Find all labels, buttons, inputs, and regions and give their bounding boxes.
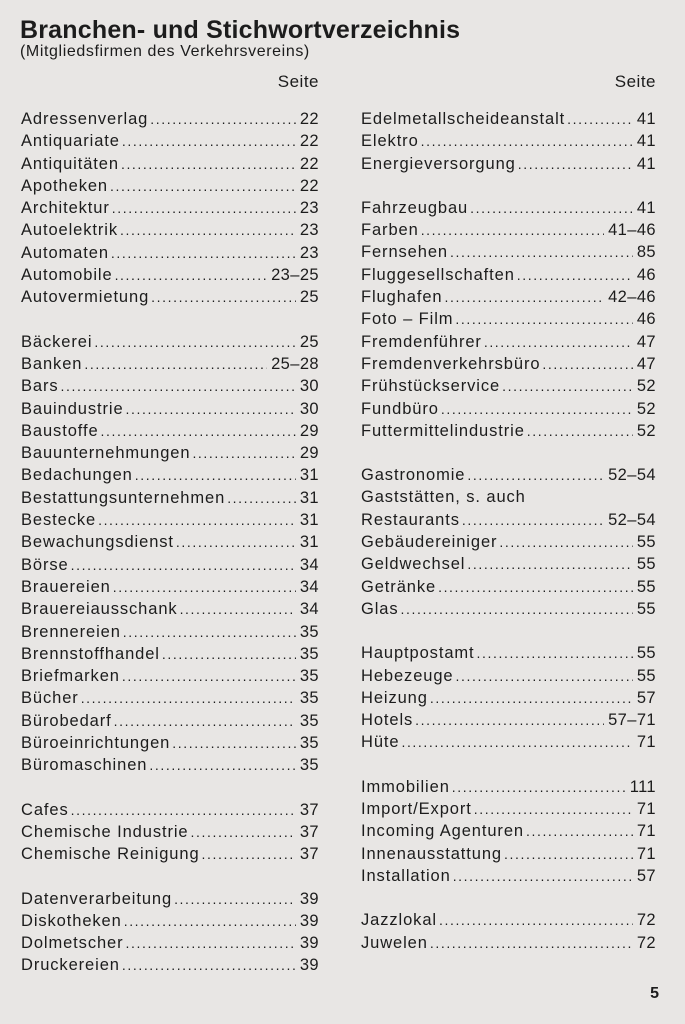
index-group bbox=[361, 909, 656, 954]
entry-name: Automaten bbox=[21, 243, 109, 262]
entry-page: 52 bbox=[636, 421, 656, 440]
dot-leader bbox=[401, 598, 633, 620]
entry-name: Futtermittelindustrie bbox=[361, 421, 525, 440]
entry-page: 31 bbox=[299, 488, 319, 507]
page-number: 5 bbox=[650, 985, 659, 1002]
index-entry bbox=[361, 798, 656, 820]
entry-page: 72 bbox=[636, 911, 656, 930]
entry-page: 22 bbox=[299, 110, 319, 128]
dot-leader bbox=[114, 710, 296, 732]
index-entry bbox=[21, 799, 319, 821]
entry-page: 35 bbox=[299, 689, 319, 708]
entry-name: Import/Export bbox=[361, 800, 472, 819]
entry-name: Farben bbox=[361, 221, 419, 240]
entry-name: Bewachungsdienst bbox=[21, 533, 174, 552]
entry-page: 37 bbox=[299, 822, 319, 841]
dot-leader bbox=[126, 932, 296, 954]
entry-name: Fernsehen bbox=[361, 243, 448, 262]
entry-page: 71 bbox=[636, 844, 656, 863]
index-entry bbox=[361, 398, 656, 420]
entry-page: 55 bbox=[636, 577, 656, 596]
entry-page: 31 bbox=[299, 511, 319, 530]
dot-leader bbox=[502, 375, 633, 397]
dot-leader bbox=[445, 286, 605, 308]
dot-leader bbox=[94, 331, 295, 353]
entry-page: 35 bbox=[299, 734, 319, 753]
dot-leader bbox=[467, 464, 604, 486]
entry-page: 41 bbox=[636, 110, 656, 128]
index-entry bbox=[21, 464, 319, 486]
entry-name: Glas bbox=[361, 599, 399, 618]
entry-name: Fremdenverkehrsbüro bbox=[361, 354, 541, 373]
dot-leader bbox=[176, 531, 296, 553]
index-entry bbox=[21, 687, 319, 709]
entry-page: 35 bbox=[299, 644, 319, 663]
entry-page: 111 bbox=[629, 777, 656, 796]
entry-page: 22 bbox=[299, 132, 319, 151]
index-entry bbox=[21, 264, 319, 286]
entry-name: Bedachungen bbox=[21, 466, 133, 485]
entry-name: Hotels bbox=[361, 711, 414, 730]
entry-name: Baustoffe bbox=[21, 421, 99, 440]
entry-page: 52–54 bbox=[608, 510, 656, 529]
entry-page: 47 bbox=[636, 354, 656, 373]
entry-page: 23 bbox=[299, 199, 319, 218]
dot-leader bbox=[526, 820, 633, 842]
dot-leader bbox=[126, 398, 296, 420]
index-groups-left bbox=[21, 108, 319, 977]
index-entry bbox=[361, 264, 656, 286]
index-entry bbox=[361, 130, 656, 152]
dot-leader bbox=[162, 643, 296, 665]
dot-leader bbox=[120, 219, 296, 241]
entry-name: Bäckerei bbox=[21, 332, 93, 351]
index-entry bbox=[361, 598, 656, 620]
dot-leader bbox=[415, 709, 604, 731]
seite-header-right: Seite bbox=[614, 72, 656, 91]
entry-name: Adressenverlag bbox=[21, 110, 149, 128]
dot-leader bbox=[124, 910, 296, 932]
entry-name: Datenverarbeitung bbox=[21, 889, 173, 908]
entry-name: Energieversorgung bbox=[361, 154, 516, 173]
entry-page: 42–46 bbox=[608, 288, 656, 307]
dot-leader bbox=[111, 242, 296, 264]
index-entry bbox=[21, 621, 319, 643]
entry-page: 55 bbox=[636, 644, 656, 663]
entry-name: Immobilien bbox=[361, 777, 450, 796]
entry-page: 37 bbox=[299, 845, 319, 864]
index-entry bbox=[361, 486, 656, 508]
index-group bbox=[21, 799, 319, 866]
entry-name: Innenausstattung bbox=[361, 844, 503, 863]
index-entry bbox=[21, 843, 319, 865]
dot-leader bbox=[191, 821, 296, 843]
index-entry bbox=[21, 643, 319, 665]
dot-leader bbox=[84, 353, 267, 375]
index-entry bbox=[361, 687, 656, 709]
entry-name: Fahrzeugbau bbox=[361, 198, 469, 217]
index-entry bbox=[21, 821, 319, 843]
index-group bbox=[361, 776, 656, 887]
entry-page: 22 bbox=[299, 154, 319, 173]
index-entry bbox=[361, 642, 656, 664]
entry-name: Antiquariate bbox=[21, 132, 120, 151]
entry-page: 30 bbox=[299, 377, 319, 396]
entry-page: 29 bbox=[299, 444, 319, 463]
dot-leader bbox=[441, 398, 633, 420]
seite-header-left: Seite bbox=[277, 72, 319, 91]
entry-name: Autoelektrik bbox=[21, 221, 119, 240]
entry-page: 85 bbox=[636, 243, 656, 262]
index-entry bbox=[361, 731, 656, 753]
entry-name: Druckereien bbox=[21, 956, 120, 975]
index-entry bbox=[361, 776, 656, 798]
entry-name: Briefmarken bbox=[21, 667, 120, 686]
entry-name: Bücher bbox=[21, 689, 79, 708]
index-entry bbox=[21, 286, 319, 308]
dot-leader bbox=[504, 843, 633, 865]
entry-page: 25 bbox=[299, 332, 319, 351]
page-subtitle: (Mitgliedsfirmen des Verkehrsvereins) bbox=[20, 43, 310, 60]
entry-name: Automobile bbox=[21, 266, 113, 285]
entry-page: 23 bbox=[299, 243, 319, 262]
index-entry bbox=[361, 375, 656, 397]
index-entry bbox=[21, 219, 319, 241]
entry-name: Bestattungsunternehmen bbox=[21, 488, 226, 507]
index-entry bbox=[21, 331, 319, 353]
entry-page: 55 bbox=[636, 599, 656, 618]
entry-name: Bürobedarf bbox=[21, 711, 112, 730]
entry-name: Geldwechsel bbox=[361, 555, 466, 574]
index-entry bbox=[361, 932, 656, 954]
dot-leader bbox=[110, 175, 296, 197]
index-entry bbox=[361, 464, 656, 486]
entry-page: 25 bbox=[299, 288, 319, 307]
entry-page: 41 bbox=[636, 198, 656, 217]
dot-leader bbox=[121, 153, 296, 175]
dot-leader bbox=[227, 487, 296, 509]
entry-page: 35 bbox=[299, 756, 319, 775]
entry-name: Dolmetscher bbox=[21, 934, 124, 953]
dot-leader bbox=[112, 197, 296, 219]
entry-name: Antiquitäten bbox=[21, 154, 119, 173]
entry-name: Cafes bbox=[21, 800, 69, 819]
index-entry bbox=[21, 910, 319, 932]
dot-leader bbox=[467, 553, 632, 575]
dot-leader bbox=[123, 621, 296, 643]
index-entry bbox=[361, 420, 656, 442]
index-entry bbox=[21, 420, 319, 442]
entry-page: 71 bbox=[636, 733, 656, 752]
entry-page: 35 bbox=[299, 667, 319, 686]
entry-page: 47 bbox=[636, 332, 656, 351]
entry-name: Fremdenführer bbox=[361, 332, 482, 351]
entry-name: Hüte bbox=[361, 733, 400, 752]
entry-name: Börse bbox=[21, 555, 69, 574]
entry-name: Banken bbox=[21, 354, 83, 373]
index-entry bbox=[21, 732, 319, 754]
entry-name: Brauereiausschank bbox=[21, 600, 178, 619]
dot-leader bbox=[122, 954, 296, 976]
entry-page: 41–46 bbox=[608, 221, 656, 240]
entry-name: Incoming Agenturen bbox=[361, 822, 524, 841]
entry-name: Foto – Film bbox=[361, 310, 454, 329]
entry-page: 31 bbox=[299, 466, 319, 485]
dot-leader bbox=[450, 241, 633, 263]
entry-name: Fundbüro bbox=[361, 399, 439, 418]
dot-leader bbox=[430, 687, 633, 709]
entry-page: 71 bbox=[636, 800, 656, 819]
entry-name: Brauereien bbox=[21, 577, 111, 596]
index-entry bbox=[361, 108, 656, 130]
entry-page: 39 bbox=[299, 911, 319, 930]
index-entry bbox=[361, 709, 656, 731]
dot-leader bbox=[202, 843, 296, 865]
entry-name: Büroeinrichtungen bbox=[21, 734, 171, 753]
entry-name: Autovermietung bbox=[21, 288, 150, 307]
dot-leader bbox=[192, 442, 295, 464]
index-entry bbox=[21, 576, 319, 598]
index-entry bbox=[361, 531, 656, 553]
dot-leader bbox=[439, 909, 633, 931]
index-entry bbox=[361, 820, 656, 842]
index-entry bbox=[21, 954, 319, 976]
entry-page: 34 bbox=[299, 600, 319, 619]
index-group bbox=[21, 108, 319, 309]
entry-name: Apotheken bbox=[21, 176, 108, 195]
entry-name: Heizung bbox=[361, 688, 428, 707]
entry-name: Elektro bbox=[361, 132, 419, 151]
entry-name: Hebezeuge bbox=[361, 666, 454, 685]
entry-name: Juwelen bbox=[361, 933, 428, 952]
entry-page: 34 bbox=[299, 577, 319, 596]
index-groups-right bbox=[361, 108, 656, 954]
entry-page: 30 bbox=[299, 399, 319, 418]
entry-page: 39 bbox=[299, 889, 319, 908]
entry-name: Architektur bbox=[21, 199, 110, 218]
page-title: Branchen- und Stichwortverzeichnis bbox=[20, 16, 461, 44]
dot-leader bbox=[135, 464, 296, 486]
index-entry bbox=[21, 175, 319, 197]
index-entry bbox=[21, 353, 319, 375]
dot-leader bbox=[517, 264, 633, 286]
dot-leader bbox=[81, 687, 296, 709]
index-entry bbox=[361, 553, 656, 575]
index-entry bbox=[21, 598, 319, 620]
index-entry bbox=[21, 398, 319, 420]
index-entry bbox=[21, 130, 319, 152]
index-entry bbox=[361, 286, 656, 308]
entry-page: 23 bbox=[299, 221, 319, 240]
index-group bbox=[361, 642, 656, 753]
dot-leader bbox=[122, 130, 296, 152]
index-entry bbox=[21, 932, 319, 954]
index-entry bbox=[21, 754, 319, 776]
index-entry bbox=[361, 153, 656, 175]
entry-page: 22 bbox=[299, 176, 319, 195]
dot-leader bbox=[122, 665, 296, 687]
dot-leader bbox=[477, 642, 633, 664]
dot-leader bbox=[149, 754, 295, 776]
dot-leader bbox=[172, 732, 296, 754]
index-entry bbox=[361, 509, 656, 531]
entry-page: 39 bbox=[299, 934, 319, 953]
dot-leader bbox=[484, 331, 633, 353]
entry-name: Gebäudereiniger bbox=[361, 533, 498, 552]
entry-page: 52–54 bbox=[608, 466, 656, 485]
index-entry bbox=[21, 710, 319, 732]
dot-leader bbox=[151, 286, 296, 308]
dot-leader bbox=[518, 153, 633, 175]
dot-leader bbox=[71, 554, 296, 576]
index-entry bbox=[361, 865, 656, 887]
entry-page: 52 bbox=[636, 377, 656, 396]
dot-leader bbox=[453, 865, 633, 887]
index-group bbox=[361, 197, 656, 442]
entry-page: 35 bbox=[299, 711, 319, 730]
entry-page: 34 bbox=[299, 555, 319, 574]
entry-page: 37 bbox=[299, 800, 319, 819]
entry-page: 41 bbox=[636, 154, 656, 173]
index-entry bbox=[21, 554, 319, 576]
dot-leader bbox=[527, 420, 633, 442]
entry-name: Diskotheken bbox=[21, 911, 122, 930]
entry-name: Chemische Reinigung bbox=[21, 845, 200, 864]
dot-leader bbox=[542, 353, 632, 375]
dot-leader bbox=[470, 197, 633, 219]
entry-page: 72 bbox=[636, 933, 656, 952]
entry-name: Jazzlokal bbox=[361, 911, 437, 930]
entry-page: 31 bbox=[299, 533, 319, 552]
entry-name: Bestecke bbox=[21, 511, 97, 530]
index-group bbox=[361, 108, 656, 175]
dot-leader bbox=[499, 531, 632, 553]
dot-leader bbox=[61, 375, 296, 397]
entry-page: 25–28 bbox=[271, 354, 319, 373]
dot-leader bbox=[98, 509, 296, 531]
entry-name: Büromaschinen bbox=[21, 756, 148, 775]
dot-leader bbox=[430, 932, 633, 954]
entry-name: Bauunternehmungen bbox=[21, 444, 191, 463]
index-entry bbox=[21, 665, 319, 687]
entry-name: Frühstückservice bbox=[361, 377, 501, 396]
index-entry bbox=[21, 153, 319, 175]
index-column-left bbox=[21, 72, 319, 999]
entry-page: 46 bbox=[636, 265, 656, 284]
dot-leader bbox=[567, 108, 633, 130]
dot-leader bbox=[174, 888, 296, 910]
dot-leader bbox=[474, 798, 633, 820]
entry-page: 52 bbox=[636, 399, 656, 418]
entry-page: 46 bbox=[636, 310, 656, 329]
entry-name: Installation bbox=[361, 866, 451, 885]
entry-name: Fluggesellschaften bbox=[361, 265, 515, 284]
entry-name: Brennereien bbox=[21, 622, 121, 641]
entry-page: 55 bbox=[636, 666, 656, 685]
index-entry bbox=[361, 331, 656, 353]
index-group bbox=[21, 331, 319, 777]
index-group bbox=[361, 464, 656, 620]
entry-page: 23–25 bbox=[271, 266, 319, 285]
index-entry bbox=[21, 375, 319, 397]
dot-leader bbox=[421, 130, 633, 152]
entry-name: Brennstoffhandel bbox=[21, 644, 160, 663]
entry-page: 57 bbox=[636, 688, 656, 707]
entry-page: 55 bbox=[636, 533, 656, 552]
entry-name: Bauindustrie bbox=[21, 399, 124, 418]
entry-page: 41 bbox=[636, 132, 656, 151]
index-entry bbox=[361, 197, 656, 219]
entry-name: Getränke bbox=[361, 577, 437, 596]
index-entry bbox=[361, 843, 656, 865]
index-entry bbox=[21, 442, 319, 464]
entry-name: Flughafen bbox=[361, 288, 443, 307]
entry-name: Chemische Industrie bbox=[21, 822, 189, 841]
entry-name: Restaurants bbox=[361, 510, 460, 529]
index-entry bbox=[361, 909, 656, 931]
index-entry bbox=[21, 509, 319, 531]
entry-page: 39 bbox=[299, 956, 319, 975]
index-entry bbox=[361, 219, 656, 241]
entry-page: 35 bbox=[299, 622, 319, 641]
index-column-right bbox=[361, 72, 656, 976]
index-entry bbox=[21, 888, 319, 910]
entry-page: 57–71 bbox=[608, 711, 656, 730]
dot-leader bbox=[71, 799, 296, 821]
entry-name: Edelmetallscheideanstalt bbox=[361, 110, 566, 128]
dot-leader bbox=[456, 665, 633, 687]
dot-leader bbox=[150, 108, 296, 130]
dot-leader bbox=[180, 598, 296, 620]
dot-leader bbox=[421, 219, 604, 241]
entry-page: 55 bbox=[636, 555, 656, 574]
index-entry bbox=[361, 665, 656, 687]
dot-leader bbox=[101, 420, 296, 442]
entry-page: 71 bbox=[636, 822, 656, 841]
index-entry bbox=[21, 197, 319, 219]
entry-name: Bars bbox=[21, 377, 59, 396]
index-entry bbox=[361, 241, 656, 263]
index-entry bbox=[21, 531, 319, 553]
index-entry bbox=[361, 576, 656, 598]
dot-leader bbox=[438, 576, 633, 598]
dot-leader bbox=[455, 308, 632, 330]
entry-name: Hauptpostamt bbox=[361, 644, 475, 663]
entry-page: 29 bbox=[299, 421, 319, 440]
entry-name: Gastronomie bbox=[361, 466, 466, 485]
dot-leader bbox=[462, 509, 604, 531]
entry-page: 57 bbox=[636, 866, 656, 885]
index-entry bbox=[361, 308, 656, 330]
dot-leader bbox=[401, 731, 632, 753]
dot-leader bbox=[452, 776, 626, 798]
entry-name: Gaststätten, s. auch bbox=[361, 488, 526, 507]
index-entry bbox=[21, 487, 319, 509]
index-entry bbox=[21, 108, 319, 130]
dot-leader bbox=[113, 576, 296, 598]
index-group bbox=[21, 888, 319, 977]
dot-leader bbox=[115, 264, 268, 286]
index-entry bbox=[361, 353, 656, 375]
index-entry bbox=[21, 242, 319, 264]
